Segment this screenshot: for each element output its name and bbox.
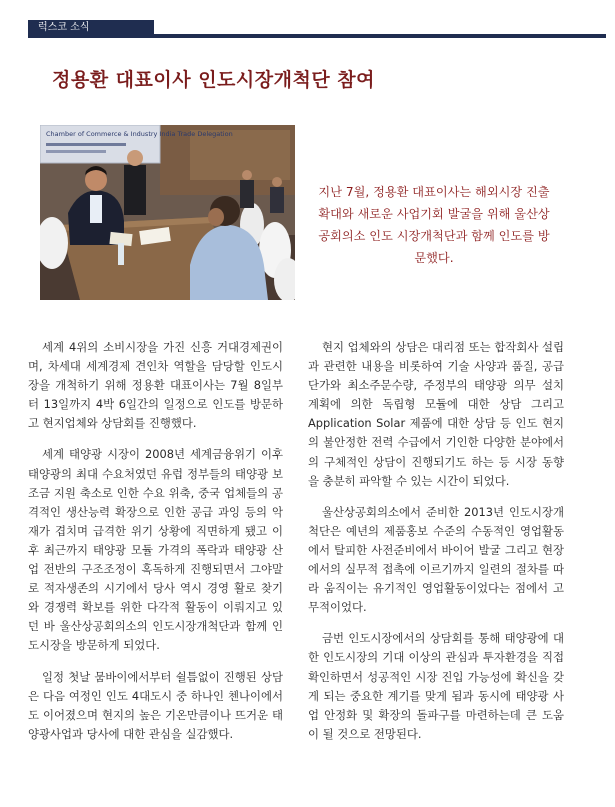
header-rule [28, 34, 606, 38]
article-photo [40, 125, 295, 300]
body-column-right [308, 338, 564, 756]
body-paragraph: 일정 첫날 뭄바이에서부터 쉴틈없이 진행된 상담은 다음 여정인 인도 4대도시 중 하나인 첸나이에서도 이어졌으며 현지의 높은 기온만큼이나 뜨거운 태양광사업과 당사에 대한 관심을 실감했다. [28, 669, 283, 741]
article-lead [318, 181, 550, 269]
body-paragraph: 세계 4위의 소비시장을 가진 신흥 거대경제권이며, 차세대 세계경제 견인차 역할을 담당할 인도시장을 개척하기 위해 정용환 대표이사는 7월 8일부터 13일까지 4박 6일간의 일정으로 인도를 방문하고 현지업체와 상담회를 진행했다. [28, 340, 283, 431]
body-paragraph: 세계 태양광 시장이 2008년 세계금융위기 이후 태양광의 최대 수요처였던 유럽 정부들의 태양광 보조금 지원 축소로 인한 수요 위축, 중국 업체들의 공격적인 생산능력 확장으로 인한 공급 과잉 등의 악재가 겹치며 급격한 위기 상황에 직면하게 됐고 이후 최근까지 태양광 모듈 가격의 폭락과 태양광 산업 전반의 구조조정이 혹독하게 진행되면서 그야말로 적자생존의 시기에서 당사 역시 경영 활로 찾기와 경쟁력 확보를 위한 다각적 활동이 이뤄지고 있던 바 울산상공회의소의 인도시장개척단과 함께 인도시장을 방문하게 되었다. [28, 447, 283, 653]
lead-text: 지난 7월, 정용환 대표이사는 해외시장 진출 확대와 새로운 사업기회 발굴을 위해 울산상공회의소 인도 시장개척단과 함께 인도를 방문했다. [318, 185, 550, 265]
body-paragraph: 금번 인도시장에서의 상담회를 통해 태양광에 대한 인도시장의 기대 이상의 관심과 투자환경을 직접 확인하면서 성공적인 시장 진입 가능성에 확신을 갖게 되는 중요한 계기를 맞게 됨과 동시에 태양광 사업 안정화 및 확장의 돌파구를 마련하는데 큰 도움이 될 것으로 전망된다. [308, 631, 564, 741]
section-label: 럭스코 소식 [28, 20, 154, 36]
photo-meeting [40, 125, 295, 300]
body-paragraph: 울산상공회의소에서 준비한 2013년 인도시장개척단은 예년의 제품홍보 수준의 수동적인 영업활동에서 탈피한 사전준비에서 바이어 발굴 그리고 현장에서의 실무적 접촉에 이르기까지 일련의 절차를 따라 움직이는 유기적인 영업활동이었다는 점에서 고무적이었다. [308, 504, 564, 615]
body-paragraph: 현지 업체와의 상담은 대리점 또는 합작회사 설립과 관련한 내용을 비롯하여 기술 사양과 품질, 공급단가와 최소주문수량, 주정부의 태양광 의무 설치 계획에 의한 독립형 모듈에 대한 상담 그리고 Application Solar 제품에 대한 상담 등 인도 현지의 불안정한 전력 수급에서 기인한 다양한 분야에서의 구체적인 상담이 진행되기도 하는 등 시장 동향을 충분히 파악할 수 있는 시간이 되었다. [308, 340, 564, 488]
body-column-left [28, 338, 283, 756]
article-title: 정용환 대표이사 인도시장개척단 참여 [52, 68, 376, 91]
photo-sign-line: Chamber of Commerce & Industry India Trade Delegation [46, 130, 233, 138]
